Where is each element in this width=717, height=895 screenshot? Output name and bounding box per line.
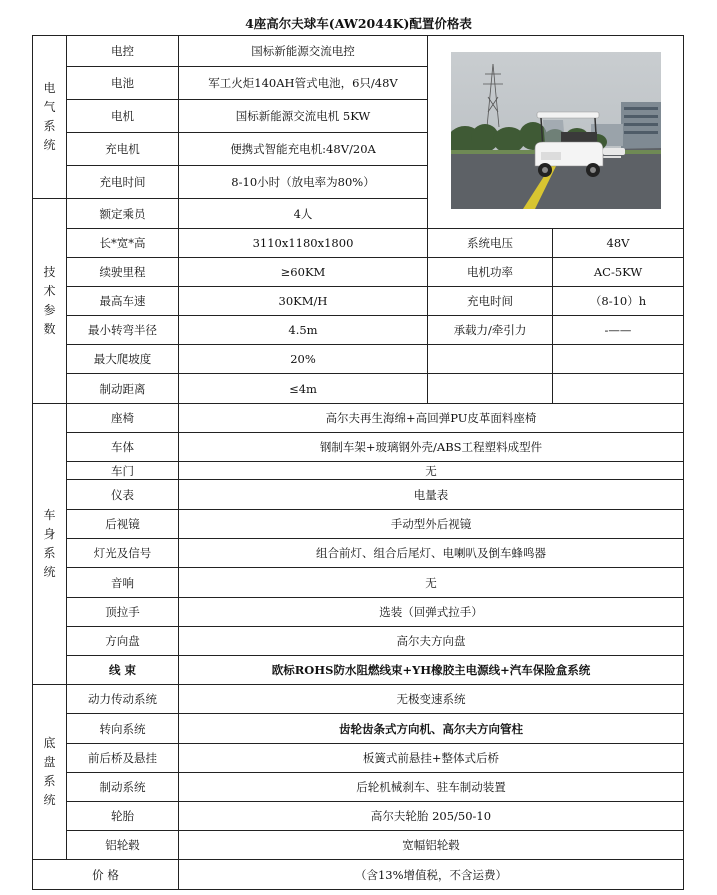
row-value: 后轮机械刹车、驻车制动装置 (179, 773, 684, 802)
row-label: 座椅 (67, 404, 179, 433)
section-body: 车身系统 (33, 404, 67, 685)
section-tech: 技术参数 (33, 199, 67, 404)
row-value-2: AC-5KW (553, 258, 684, 287)
row-value: 手动型外后视镜 (179, 510, 684, 539)
row-value: 板簧式前悬挂+整体式后桥 (179, 744, 684, 773)
table-row (33, 802, 684, 831)
row-value: ≤4m (179, 374, 428, 404)
row-label: 仪表 (67, 480, 179, 510)
row-label: 车门 (67, 462, 179, 480)
row-label-2: 电机功率 (428, 258, 553, 287)
row-label-2 (428, 345, 553, 374)
row-value: 20% (179, 345, 428, 374)
row-value: 便携式智能充电机:48V/20A (179, 133, 428, 166)
row-label: 顶拉手 (67, 598, 179, 627)
price-label: 价 格 (33, 860, 179, 890)
table-row (33, 656, 684, 685)
row-value-2: （8-10）h (553, 287, 684, 316)
row-value: 高尔夫轮胎 205/50-10 (179, 802, 684, 831)
row-label: 电控 (67, 36, 179, 67)
table-row (33, 539, 684, 568)
row-value-2: 48V (553, 229, 684, 258)
row-value: 宽幅铝轮毂 (179, 831, 684, 860)
table-row (33, 345, 684, 374)
row-value: 选装（回弹式拉手） (179, 598, 684, 627)
row-label: 铝轮毂 (67, 831, 179, 860)
table-row (33, 831, 684, 860)
row-label-2: 承载力/牵引力 (428, 316, 553, 345)
row-value: 军工火炬140AH管式电池，6只/48V (179, 67, 428, 100)
row-value: 8-10小时（放电率为80%） (179, 166, 428, 199)
row-label-2: 充电时间 (428, 287, 553, 316)
row-value: 组合前灯、组合后尾灯、电喇叭及倒车蜂鸣器 (179, 539, 684, 568)
price-value: （含13%增值税，不含运费） (179, 860, 684, 890)
row-label: 续驶里程 (67, 258, 179, 287)
table-row (33, 316, 684, 345)
row-label: 音响 (67, 568, 179, 598)
table-row (33, 568, 684, 598)
row-label: 最小转弯半径 (67, 316, 179, 345)
row-label: 前后桥及悬挂 (67, 744, 179, 773)
row-value: 无极变速系统 (179, 685, 684, 714)
row-value: 钢制车架+玻璃钢外壳/ABS工程塑料成型件 (179, 433, 684, 462)
row-value: 国标新能源交流电机 5KW (179, 100, 428, 133)
vehicle-photo-cell (428, 36, 684, 229)
table-row (33, 374, 684, 404)
table-row (33, 598, 684, 627)
table-row (33, 36, 684, 67)
row-label: 轮胎 (67, 802, 179, 831)
table-row (33, 627, 684, 656)
row-value: 3110x1180x1800 (179, 229, 428, 258)
row-value: 无 (179, 568, 684, 598)
spec-table (32, 35, 684, 890)
row-label: 最大爬坡度 (67, 345, 179, 374)
row-label: 长*宽*高 (67, 229, 179, 258)
row-label: 后视镜 (67, 510, 179, 539)
row-label: 车体 (67, 433, 179, 462)
row-label-2: 系统电压 (428, 229, 553, 258)
table-row (33, 714, 684, 744)
row-label: 最高车速 (67, 287, 179, 316)
row-label: 动力传动系统 (67, 685, 179, 714)
row-label: 电池 (67, 67, 179, 100)
row-value: 30KM/H (179, 287, 428, 316)
page-title: 4座高尔夫球车(AW2044K)配置价格表 (245, 16, 472, 31)
table-row (33, 404, 684, 433)
golf-cart-photo (451, 52, 661, 209)
section-chassis: 底盘系统 (33, 685, 67, 860)
row-label: 制动距离 (67, 374, 179, 404)
row-value: ≥60KM (179, 258, 428, 287)
row-label: 线 束 (67, 656, 179, 685)
table-row (33, 744, 684, 773)
table-row (33, 860, 684, 890)
table-row (33, 480, 684, 510)
row-value: 欧标ROHS防水阻燃线束+YH橡胶主电源线+汽车保险盒系统 (179, 656, 684, 685)
row-value: 4人 (179, 199, 428, 229)
row-value-2 (553, 374, 684, 404)
table-row (33, 287, 684, 316)
row-value: 齿轮齿条式方向机、高尔夫方向管柱 (179, 714, 684, 744)
row-label: 额定乘员 (67, 199, 179, 229)
row-value-2 (553, 345, 684, 374)
table-row (33, 433, 684, 462)
table-row (33, 773, 684, 802)
row-label: 转向系统 (67, 714, 179, 744)
row-label: 灯光及信号 (67, 539, 179, 568)
table-row (33, 510, 684, 539)
table-row (33, 258, 684, 287)
row-label: 充电时间 (67, 166, 179, 199)
row-value: 国标新能源交流电控 (179, 36, 428, 67)
section-electrical: 电气系统 (33, 36, 67, 199)
table-row (33, 685, 684, 714)
row-label: 制动系统 (67, 773, 179, 802)
table-row (33, 229, 684, 258)
table-row (33, 462, 684, 480)
row-label: 充电机 (67, 133, 179, 166)
row-value: 高尔夫再生海绵+高回弹PU皮革面料座椅 (179, 404, 684, 433)
row-label: 方向盘 (67, 627, 179, 656)
row-value: 高尔夫方向盘 (179, 627, 684, 656)
row-value: 电量表 (179, 480, 684, 510)
row-label-2 (428, 374, 553, 404)
row-label: 电机 (67, 100, 179, 133)
row-value: 4.5m (179, 316, 428, 345)
row-value-2: -—— (553, 316, 684, 345)
row-value: 无 (179, 462, 684, 480)
